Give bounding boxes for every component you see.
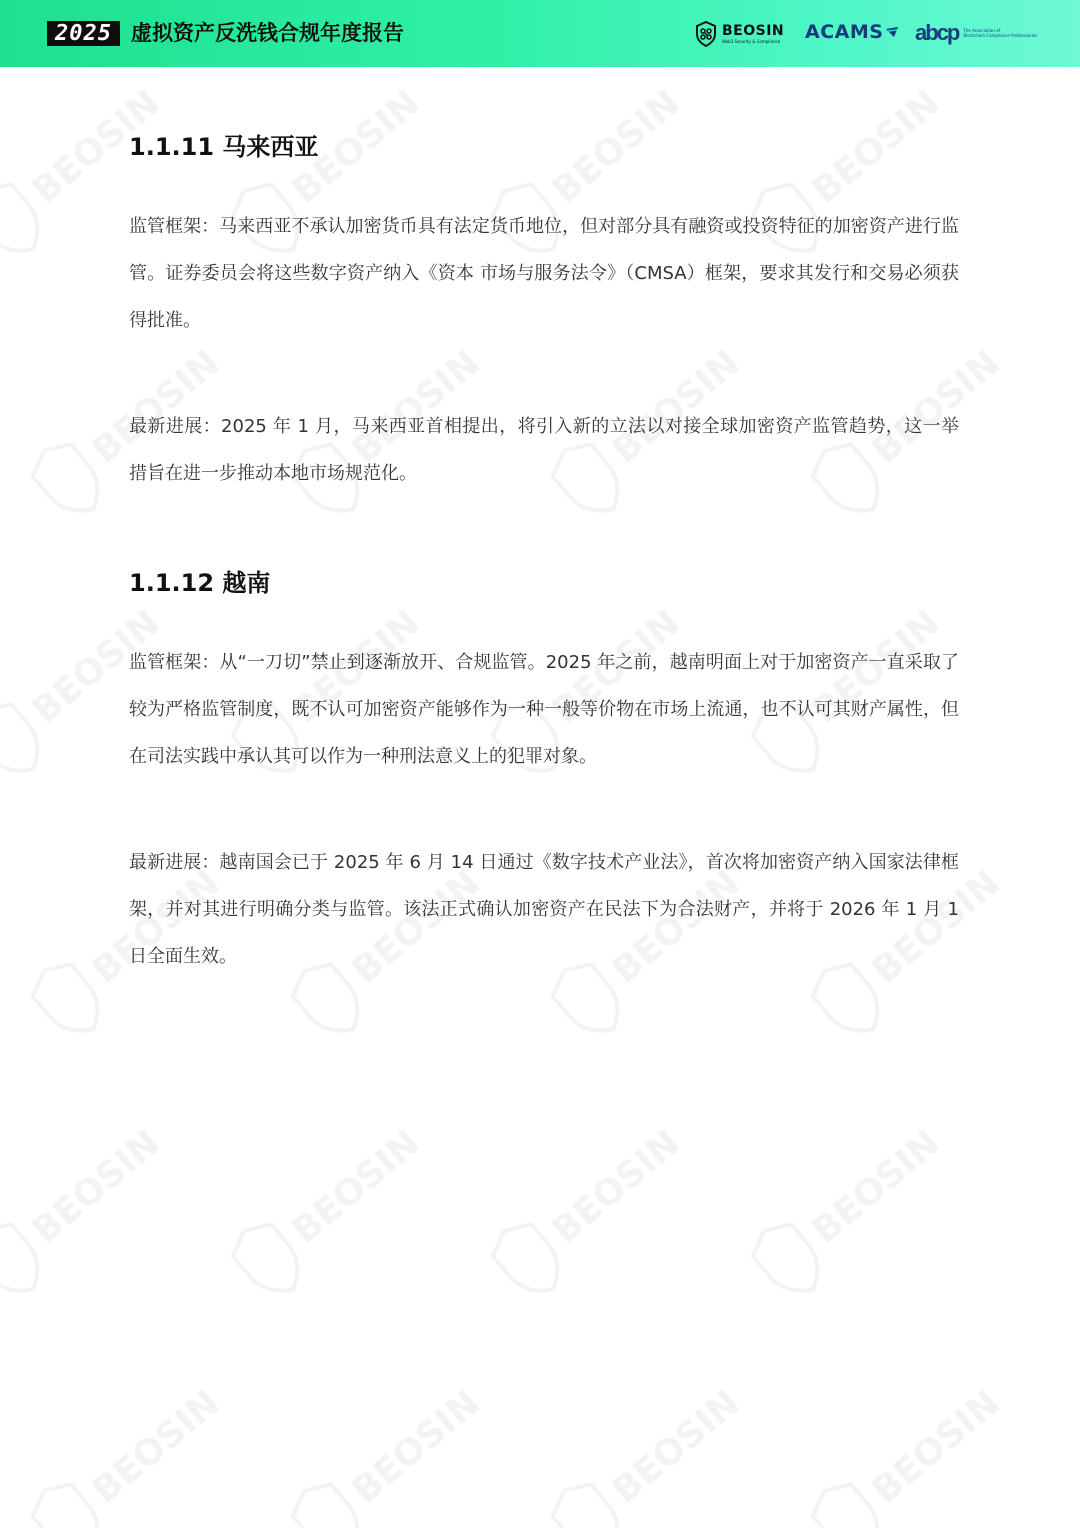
- acams-logo: [805, 21, 899, 43]
- acams-swoosh-icon: [885, 26, 899, 38]
- abcp-logo-tagline-2: Blockchain Compliance Professionals: [963, 33, 1038, 38]
- acams-logo-name: ACAMS: [805, 21, 884, 43]
- watermark-shield-icon: [545, 1475, 632, 1528]
- watermark-shield-icon: [0, 1215, 52, 1305]
- watermark-shield-icon: [745, 1215, 832, 1305]
- watermark-shield-icon: [805, 1475, 892, 1528]
- watermark-text: [85, 1383, 228, 1512]
- watermark-tile: [728, 1087, 981, 1327]
- watermark-text: [285, 1123, 428, 1252]
- watermark-tile: [468, 1087, 721, 1327]
- watermark-shield-icon: [25, 435, 112, 525]
- abcp-logo-tagline-1: The Association of: [963, 28, 1000, 33]
- watermark-tile: [0, 1087, 202, 1327]
- paragraph-malaysia-framework: 监管框架：马来西亚不承认加密货币具有法定货币地位，但对部分具有融资或投资特征的加密资产进行监管。证券委员会将这些数字资产纳入《资本 市场与服务法令》（CMSA）框架，要求其发行和交易必须获得批准。: [129, 216, 959, 331]
- watermark-text: [545, 1123, 688, 1252]
- watermark-tile: [788, 1347, 1041, 1528]
- watermark-shield-icon: [285, 1475, 372, 1528]
- watermark-shield-icon: [0, 175, 52, 265]
- beosin-logo-name: BEOSIN: [722, 23, 785, 39]
- watermark-shield-icon: [485, 1215, 572, 1305]
- watermark-text: [545, 83, 688, 212]
- watermark-text: [345, 1383, 488, 1512]
- watermark-text: [805, 83, 948, 212]
- watermark-shield-icon: [0, 695, 52, 785]
- watermark-shield-icon: [225, 1215, 312, 1305]
- watermark-text: [805, 1123, 948, 1252]
- paragraph-malaysia-progress: 最新进展：2025 年 1 月，马来西亚首相提出，将引入新的立法以对接全球加密资产监管趋势，这一举措旨在进一步推动本地市场规范化。: [129, 416, 959, 484]
- report-title: 虚拟资产反洗钱合规年度报告: [131, 21, 404, 45]
- watermark-tile: [528, 1347, 781, 1528]
- abcp-logo: [915, 20, 1037, 46]
- watermark-text: [25, 1123, 168, 1252]
- watermark-text: [865, 1383, 1008, 1512]
- report-header: [0, 0, 1080, 67]
- section-heading-malaysia: 1.1.11 马来西亚: [129, 133, 319, 161]
- year-badge: 2025: [47, 21, 120, 46]
- beosin-shield-icon: [695, 21, 717, 47]
- paragraph-vietnam-framework: 监管框架：从“一刀切”禁止到逐渐放开、合规监管。2025 年之前，越南明面上对于加密资产一直采取了较为严格监管制度，既不认可加密资产能够作为一种一般等价物在市场上流通，也不认可其财产属性，但在司法实践中承认其可以作为一种刑法意义上的犯罪对象。: [129, 652, 959, 767]
- watermark-tile: [268, 1347, 521, 1528]
- watermark-tile: [208, 1087, 461, 1327]
- watermark-shield-icon: [25, 955, 112, 1045]
- section-heading-vietnam: 1.1.12 越南: [129, 569, 271, 597]
- paragraph-vietnam-progress: 最新进展：越南国会已于 2025 年 6 月 14 日通过《数字技术产业法》，首次将加密资产纳入国家法律框架，并对其进行明确分类与监管。该法正式确认加密资产在民法下为合法财产，并将于 2026 年 1 月 1 日全面生效。: [129, 852, 959, 967]
- watermark-shield-icon: [25, 1475, 112, 1528]
- beosin-logo-tagline: Web3 Security & Compliance: [722, 39, 781, 44]
- watermark-text: [605, 1383, 748, 1512]
- beosin-logo: [695, 20, 784, 48]
- abcp-logo-name: abcp: [915, 20, 959, 45]
- watermark-tile: [8, 1347, 261, 1528]
